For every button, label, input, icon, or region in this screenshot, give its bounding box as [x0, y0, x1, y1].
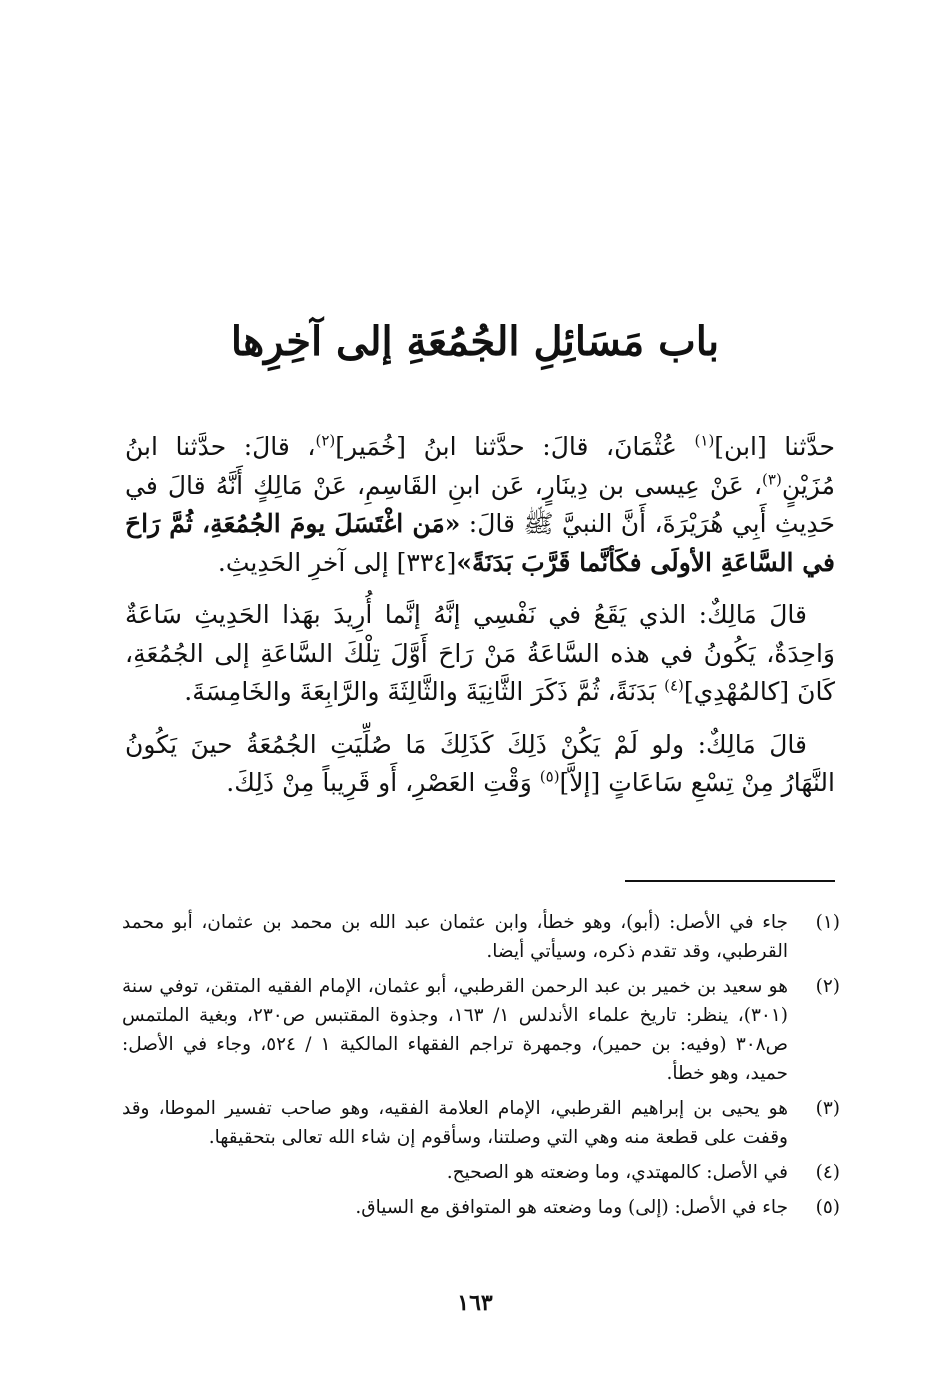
footnote-3: [122, 1094, 840, 1152]
footnote-ref-4: (٤): [664, 676, 684, 695]
footnote-number: (٥): [815, 1197, 840, 1218]
footnote-2: [122, 972, 840, 1088]
text-run: ، عَنْ عِيسى بن دِينَارٍ، عَن ابنِ القَاسِمِ، عَنْ مَالِكٍ أَنَّهُ قالَ في حَدِيثِ أَبِي هُرَيْرَةَ، أَنَّ النبيَّ ﷺ قالَ:: [125, 470, 836, 538]
text-run: عُثْمَانَ، قالَ: حدَّثنا ابنُ [خُمَير]: [335, 432, 695, 461]
text-run: بَدَنَةً، ثُمَّ ذَكَرَ الثَّانِيَةَ والثَّالِثَةَ والرَّابِعَةَ والخَامِسَةَ.: [184, 677, 665, 706]
text-run: وَقْتِ العَصْرِ، أَو قَرِيباً مِنْ ذَلِكَ.: [226, 768, 540, 797]
footnote-divider: [625, 880, 835, 882]
footnote-ref-2: (٢): [315, 431, 336, 450]
footnote-number: (٢): [815, 976, 840, 997]
footnote-text: جاء في الأصل: (إلى) وما وضعته هو المتوافق مع السياق.: [355, 1197, 788, 1218]
text-run: قالَ مَالِكٌ: الذي يَقَعُ في نَفْسِي إنَّهُ إنَّما أُرِيدَ بهَذا الحَدِيثِ سَاعَةٌ وَاحِدَةٌ، يَكُونُ في هذه السَّاعَةُ مَنْ رَاحَ أَوَّلَ تِلْكَ السَّاعَةِ إلى الجُمُعَةِ، كَانَ [كالمُهْدِي]: [125, 600, 835, 706]
paragraph-2: [125, 596, 835, 712]
footnote-5: [122, 1193, 840, 1222]
footnote-number: (٣): [815, 1098, 840, 1119]
page-number: ١٦٣: [457, 1290, 493, 1316]
text-run: ، قالَ: حدَّثنا ابنُ مُزَيْنٍ: [125, 432, 835, 500]
footnote-ref-1: (١): [694, 431, 715, 450]
footnote-text: هو يحيى بن إبراهيم القرطبي، الإمام العلامة الفقيه، وهو صاحب تفسير الموطا، وقد وقفت على قطعة منه وهي التي وصلتنا، وسأقوم إن شاء الله تعالى بتحقيقها.: [122, 1098, 788, 1148]
footnote-text: هو سعيد بن خمير بن عبد الرحمن القرطبي، أبو عثمان، الإمام الفقيه المتقن، توفي سنة (٣٠١)، ينظر: تاريخ علماء الأندلس ١/ ١٦٣، وجذوة المقتبس ص٢٣٠، وبغية الملتمس ص٣٠٨ (وفيه: بن حمير)، وجمهرة تراجم الفقهاء المالكية ١ / ٥٢٤، وجاء في الأصل: حميد، وهو خطأ.: [122, 976, 788, 1084]
text-run: قالَ مَالِكٌ: ولو لَمْ يَكُنْ ذَلِكَ كَذَلِكَ مَا صُلِّيَتِ الجُمُعَةُ حينَ يَكُونُ النَّهَارُ مِنْ تِسْعِ سَاعَاتٍ [إلاَّ]: [125, 729, 835, 797]
main-text: [125, 428, 835, 817]
footnote-text: في الأصل: كالمهتدي، وما وضعته هو الصحيح.: [446, 1162, 788, 1183]
footnote-number: (٤): [815, 1162, 840, 1183]
paragraph-3: [125, 726, 835, 803]
footnote-ref-5: (٥): [539, 767, 560, 786]
hadith-quote: «مَن اغْتَسَلَ يومَ الجُمُعَةِ، ثُمَّ رَاحَ في السَّاعَةِ الأولَى فكَأنَّما قَرَّبَ بَدَنَةً»: [125, 509, 835, 577]
text-run: حدَّثنا [ابن]: [714, 432, 835, 461]
footnote-4: [122, 1158, 840, 1187]
footnote-ref-3: (٣): [762, 470, 782, 489]
paragraph-1: [125, 428, 835, 582]
footnote-1: [122, 908, 840, 966]
text-run: [٣٣٤] إلى آخرِ الحَدِيثِ.: [217, 547, 457, 577]
footnote-number: (١): [815, 912, 840, 933]
chapter-title: باب مَسَائِلِ الجُمُعَةِ إلى آخِرِها: [230, 318, 720, 365]
footnotes: [122, 908, 840, 1228]
footnote-text: جاء في الأصل: (أبو)، وهو خطأ، وابن عثمان عبد الله بن محمد بن عثمان، أبو محمد القرطبي، وقد تقدم ذكره، وسيأتي أيضا.: [122, 912, 788, 962]
